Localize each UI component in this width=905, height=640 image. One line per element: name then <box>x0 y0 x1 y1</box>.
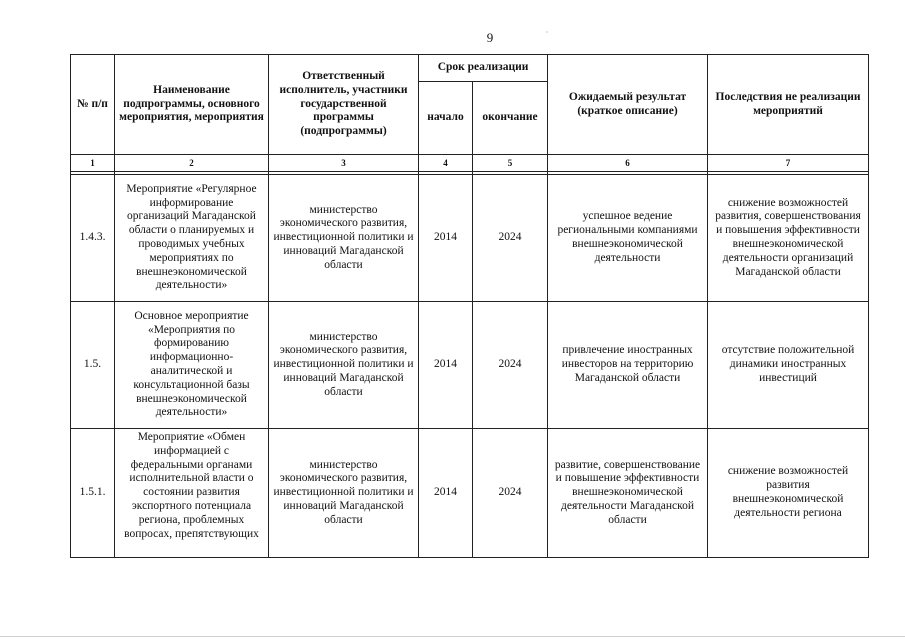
column-number-row <box>71 155 869 172</box>
column-number: 5 <box>473 155 548 172</box>
row-expected-result: развитие, совершенствование и повышение эффективности внешнеэкономической деятельности Магаданской области <box>548 429 708 558</box>
program-activities-table <box>70 54 869 558</box>
row-expected-result: привлечение иностранных инвесторов на территорию Магаданской области <box>548 302 708 429</box>
column-number: 1 <box>71 155 115 172</box>
row-name: Мероприятие «Регулярное информирование организаций Магаданской области о планируемых и проводимых учебных мероприятиях по внешнеэкономической деятельности» <box>115 175 269 302</box>
row-end-year: 2024 <box>473 429 548 558</box>
scan-speck <box>546 31 548 33</box>
row-responsible: министерство экономического развития, инвестиционной политики и инноваций Магаданской области <box>269 302 419 429</box>
header-term-end: окончание <box>473 82 548 155</box>
column-number: 3 <box>269 155 419 172</box>
header-term: Срок реализации <box>419 55 548 82</box>
row-name: Основное мероприятие «Мероприятия по формированию информационно-аналитической и консультационной базы внешнеэкономической деятельности» <box>115 302 269 429</box>
row-num: 1.5.1. <box>71 429 115 558</box>
header-row-top <box>71 55 869 82</box>
row-start-year: 2014 <box>419 302 473 429</box>
row-responsible: министерство экономического развития, инвестиционной политики и инноваций Магаданской области <box>269 429 419 558</box>
row-name-cell <box>115 429 269 558</box>
row-end-year: 2024 <box>473 302 548 429</box>
row-expected-result: успешное ведение региональными компаниями внешнеэкономической деятельности <box>548 175 708 302</box>
row-name: Мероприятие «Обмен информацией с федеральными органами исполнительной власти о состоянии развития экспортного потенциала региона, проблемных вопросах, препятствующих <box>124 431 259 540</box>
header-name: Наименование подпрограммы, основного мероприятия, мероприятия <box>115 55 269 155</box>
header-num: № п/п <box>71 55 115 155</box>
row-end-year: 2024 <box>473 175 548 302</box>
row-num: 1.4.3. <box>71 175 115 302</box>
scan-edge-line <box>0 636 905 637</box>
column-number: 4 <box>419 155 473 172</box>
header-consequences: Последствия не реализации мероприятий <box>708 55 869 155</box>
row-start-year: 2014 <box>419 429 473 558</box>
row-consequences: снижение возможностей развития внешнеэкономической деятельности региона <box>708 429 869 558</box>
header-expected: Ожидаемый результат (краткое описание) <box>548 55 708 155</box>
row-consequences: отсутствие положительной динамики иностранных инвестиций <box>708 302 869 429</box>
page-number: 9 <box>486 30 494 45</box>
table-row <box>71 302 869 429</box>
row-start-year: 2014 <box>419 175 473 302</box>
column-number: 7 <box>708 155 869 172</box>
table-row <box>71 429 869 558</box>
column-number: 6 <box>548 155 708 172</box>
table-row <box>71 175 869 302</box>
row-num: 1.5. <box>71 302 115 429</box>
row-responsible: министерство экономического развития, инвестиционной политики и инноваций Магаданской области <box>269 175 419 302</box>
header-term-start: начало <box>419 82 473 155</box>
row-consequences: снижение возможностей развития, совершенствования и повышения эффективности внешнеэкономической деятельности организаций Магаданской области <box>708 175 869 302</box>
header-responsible: Ответственный исполнитель, участники государственной программы (подпрограммы) <box>269 55 419 155</box>
column-number: 2 <box>115 155 269 172</box>
